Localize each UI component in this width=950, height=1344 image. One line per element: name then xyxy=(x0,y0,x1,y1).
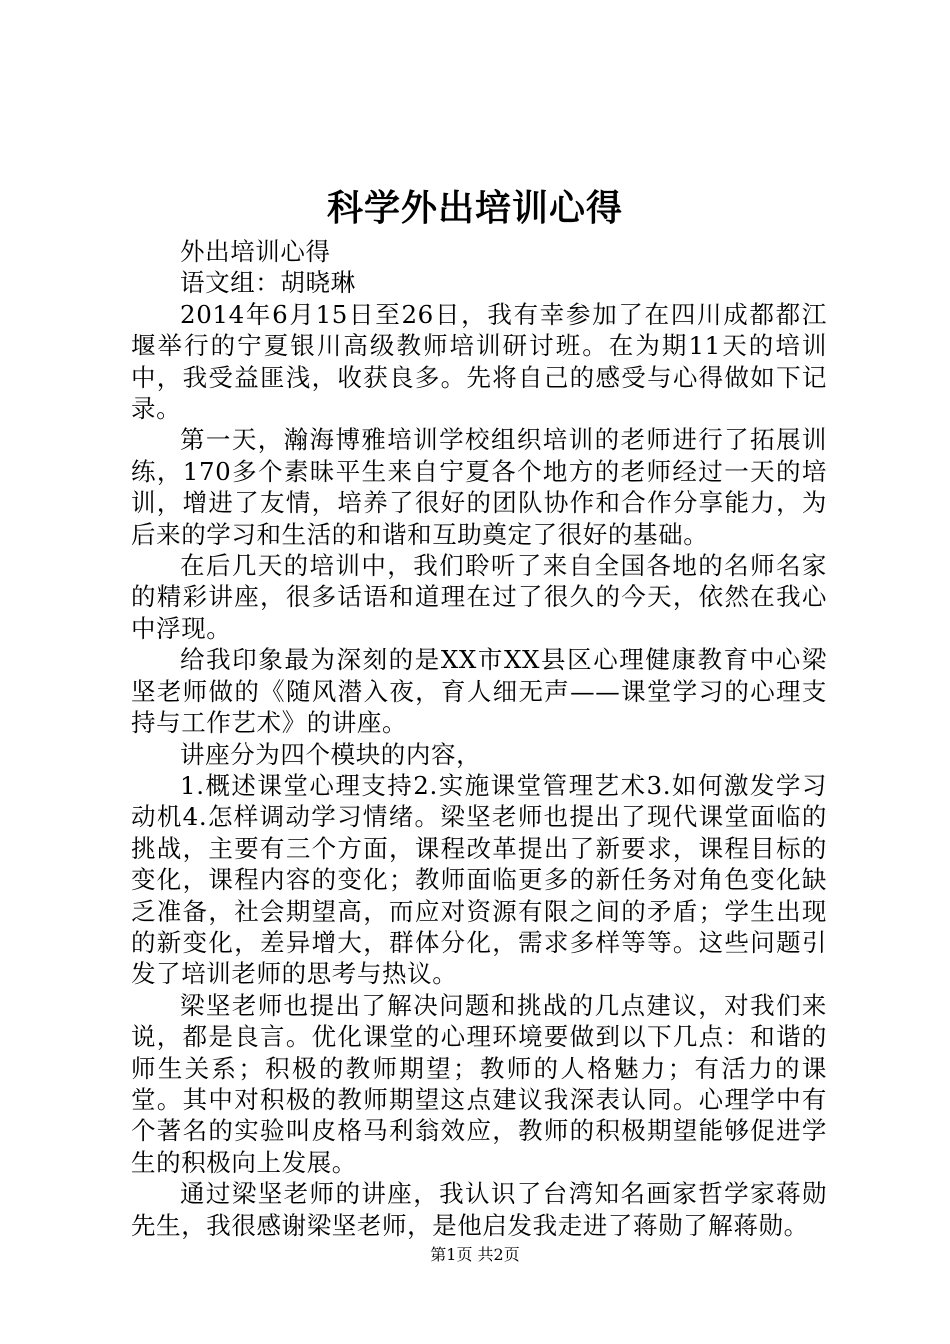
paragraph-intro: 2014年6月15日至26日，我有幸参加了在四川成都都江堰举行的宁夏银川高级教师培训研讨班。在为期11天的培训中，我受益匪浅，收获良多。先将自己的感受与心得做如下记录。 xyxy=(131,299,827,424)
paragraph-modules-intro: 讲座分为四个模块的内容， xyxy=(180,739,482,769)
document-body xyxy=(131,236,827,1241)
paragraph-subtitle: 外出培训心得 xyxy=(180,237,331,266)
paragraph-conclusion: 通过梁坚老师的讲座，我认识了台湾知名画家哲学家蒋勋先生，我很感谢梁坚老师，是他启发我走进了蒋勋了解蒋勋。 xyxy=(131,1179,827,1240)
page-footer: 第1页 共2页 xyxy=(430,1245,520,1264)
paragraph-impression: 给我印象最为深刻的是XX市XX县区心理健康教育中心梁坚老师做的《随风潜入夜，育人细无声——课堂学习的心理支持与工作艺术》的讲座。 xyxy=(131,645,827,738)
paragraph-author: 语文组：胡晓琳 xyxy=(180,268,356,298)
paragraph-lectures: 在后几天的培训中，我们聆听了来自全国各地的名师名家的精彩讲座，很多话语和道理在过了很久的今天，依然在我心中浮现。 xyxy=(131,551,827,643)
document-title: 科学外出培训心得 xyxy=(326,187,623,229)
paragraph-suggestions: 梁坚老师也提出了解决问题和挑战的几点建议，对我们来说，都是良言。优化课堂的心理环境要做到以下几点：和谐的师生关系；积极的教师期望；教师的人格魅力；有活力的课堂。其中对积极的教师期望这点建议我深表认同。心理学中有个著名的实验叫皮格马利翁效应，教师的积极期望能够促进学生的积极向上发展。 xyxy=(131,990,827,1177)
paragraph-day-one: 第一天，瀚海博雅培训学校组织培训的老师进行了拓展训练，170多个素昧平生来自宁夏各个地方的老师经过一天的培训，增进了友情，培养了很好的团队协作和合作分享能力，为后来的学习和生活的和谐和互助奠定了很好的基础。 xyxy=(131,425,827,549)
paragraph-modules: 1.概述课堂心理支持2.实施课堂管理艺术3.如何激发学习动机4.怎样调动学习情绪。梁坚老师也提出了现代课堂面临的挑战，主要有三个方面，课程改革提出了新要求，课程目标的变化，课程内容的变化；教师面临更多的新任务对角色变化缺乏准备，社会期望高，而应对资源有限之间的矛盾；学生出现的新变化，差异增大，群体分化，需求多样等等。这些问题引发了培训老师的思考与热议。 xyxy=(131,770,827,989)
